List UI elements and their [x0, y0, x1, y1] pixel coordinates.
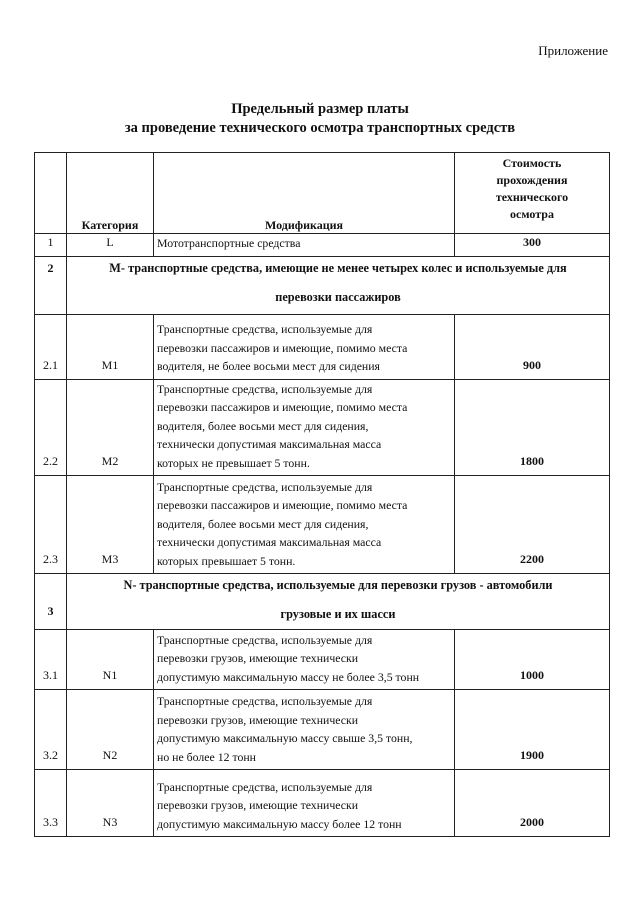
- modification-line: технически допустимая максимальная масса: [157, 437, 382, 451]
- row-modification: [154, 379, 455, 476]
- row-number: 3.1: [35, 630, 67, 690]
- row-modification: [154, 234, 455, 257]
- row-category: M3: [67, 476, 154, 574]
- row-number: 1: [35, 234, 67, 257]
- header-cost-line: Стоимость: [502, 156, 562, 170]
- row-category: L: [67, 234, 154, 257]
- header-num: [35, 153, 67, 234]
- section-title: [67, 256, 610, 314]
- title-line-1: Предельный размер платы: [231, 101, 409, 117]
- section-title-line: M- транспортные средства, имеющие не менее четырех колес и используемые для: [109, 260, 567, 275]
- row-modification: [154, 770, 455, 837]
- modification-line: Транспортные средства, используемые для: [157, 632, 373, 647]
- modification-line: допустимую максимальную массу более 12 тонн: [157, 816, 402, 831]
- modification-line: перевозки грузов, имеющие технически: [157, 712, 359, 727]
- appendix-label: Приложение: [538, 43, 608, 58]
- modification-line: водителя, более восьми мест для сидения,: [157, 516, 369, 531]
- section-row: [35, 256, 610, 314]
- header-modification: Модификация: [154, 153, 455, 234]
- row-modification: [154, 690, 455, 770]
- modification-line: Транспортные средства, используемые для: [157, 479, 373, 494]
- modification-line: Транспортные средства, используемые для: [157, 381, 373, 396]
- section-title: [67, 574, 610, 630]
- row-cost: 300: [455, 234, 610, 257]
- table-row: [35, 314, 610, 379]
- section-number: 3: [35, 574, 67, 630]
- row-modification: [154, 314, 455, 379]
- row-category: N2: [67, 690, 154, 770]
- table-row: [35, 379, 610, 476]
- row-cost: 1800: [455, 379, 610, 476]
- modification-line: технически допустимая максимальная масса: [157, 535, 382, 549]
- table-row: [35, 476, 610, 574]
- header-cost-line: прохождения: [496, 173, 568, 187]
- modification-line: Мототранспортные средства: [157, 236, 301, 250]
- header-category: Категория: [67, 153, 154, 234]
- modification-line: Транспортные средства, используемые для: [157, 322, 373, 336]
- row-number: 2.1: [35, 314, 67, 379]
- table-row: [35, 770, 610, 837]
- modification-line: но не более 12 тонн: [157, 749, 256, 764]
- row-category: N3: [67, 770, 154, 837]
- modification-line: которых не превышает 5 тонн.: [157, 455, 310, 470]
- table-header-row: [35, 153, 610, 234]
- header-cost: [455, 153, 610, 234]
- modification-line: перевозки грузов, имеющие технически: [157, 798, 359, 812]
- header-cost-line: осмотра: [510, 207, 554, 221]
- row-category: N1: [67, 630, 154, 690]
- row-number: 3.2: [35, 690, 67, 770]
- modification-line: перевозки грузов, имеющие технически: [157, 651, 359, 665]
- row-cost: 1000: [455, 630, 610, 690]
- modification-line: перевозки пассажиров и имеющие, помимо места: [157, 400, 408, 414]
- modification-line: Транспортные средства, используемые для: [157, 779, 373, 794]
- section-number: 2: [35, 256, 67, 314]
- row-modification: [154, 630, 455, 690]
- row-cost: 2200: [455, 476, 610, 574]
- modification-line: перевозки пассажиров и имеющие, помимо места: [157, 498, 408, 512]
- table-row: [35, 690, 610, 770]
- table-row: [35, 234, 610, 257]
- row-category: M2: [67, 379, 154, 476]
- modification-line: водителя, не более восьми мест для сидения: [157, 359, 380, 373]
- row-category: M1: [67, 314, 154, 379]
- fee-table: [34, 152, 610, 837]
- document-title: [0, 100, 640, 138]
- section-title-line: перевозки пассажиров: [275, 289, 401, 304]
- row-cost: 1900: [455, 690, 610, 770]
- modification-line: перевозки пассажиров и имеющие, помимо места: [157, 340, 408, 355]
- section-title-line: грузовые и их шасси: [280, 607, 396, 621]
- row-number: 3.3: [35, 770, 67, 837]
- row-modification: [154, 476, 455, 574]
- row-number: 2.2: [35, 379, 67, 476]
- row-cost: 900: [455, 314, 610, 379]
- section-title-line: N- транспортные средства, используемые для перевозки грузов - автомобили: [123, 578, 553, 592]
- modification-line: допустимую максимальную массу свыше 3,5 тонн,: [157, 731, 413, 745]
- modification-line: которых превышает 5 тонн.: [157, 553, 296, 568]
- row-cost: 2000: [455, 770, 610, 837]
- table-row: [35, 630, 610, 690]
- header-cost-line: технического: [495, 190, 569, 204]
- modification-line: допустимую максимальную массу не более 3,5 тонн: [157, 669, 420, 684]
- fee-table-body: [35, 153, 610, 837]
- row-number: 2.3: [35, 476, 67, 574]
- title-line-2: за проведение технического осмотра транспортных средств: [124, 120, 516, 136]
- modification-line: Транспортные средства, используемые для: [157, 694, 373, 708]
- section-row: [35, 574, 610, 630]
- modification-line: водителя, более восьми мест для сидения,: [157, 418, 369, 433]
